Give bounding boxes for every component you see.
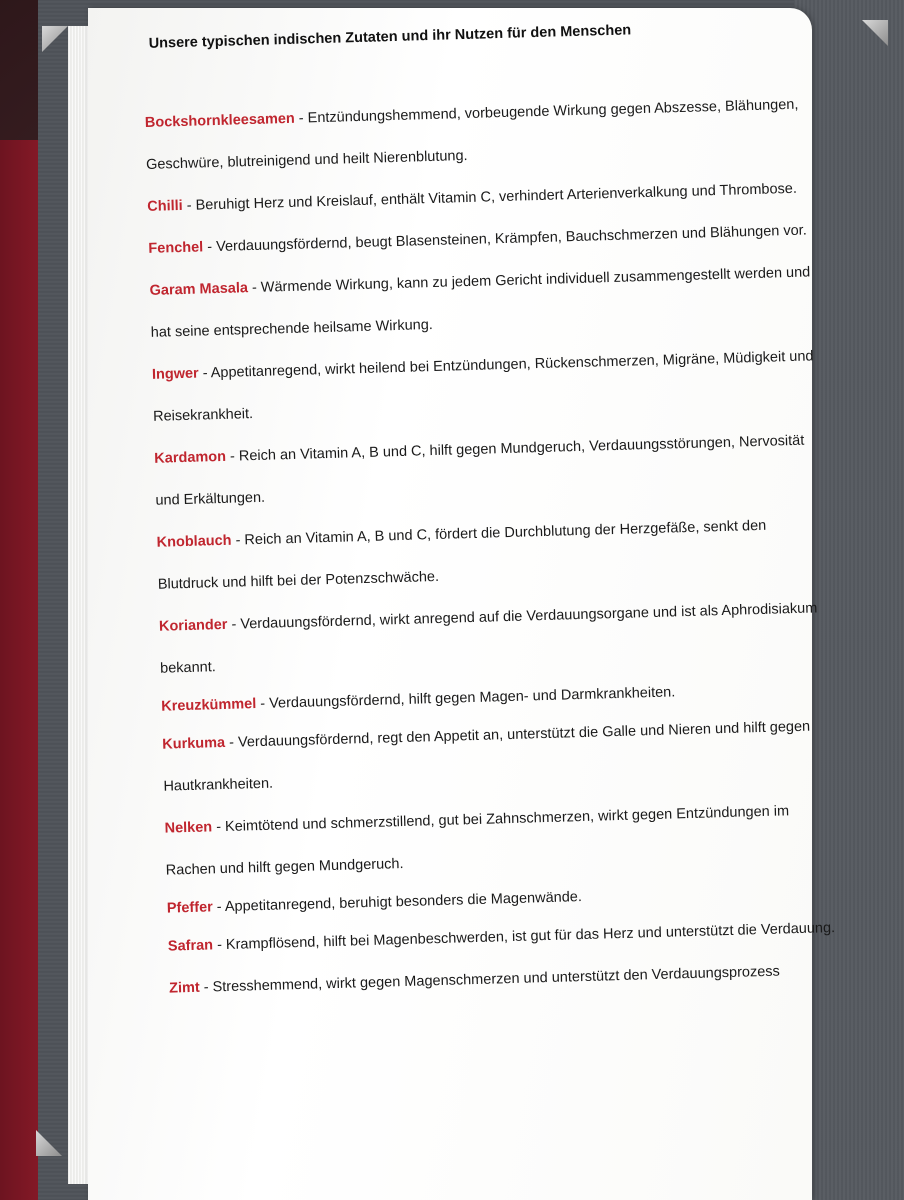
ingredient-name: Koriander xyxy=(158,616,228,635)
ingredient-description: - Krampflösend, hilft bei Magenbeschwerden, ist gut für das Herz und unterstützt die Verdauung. xyxy=(212,920,836,954)
ingredient-description: - Reich an Vitamin A, B und C, hilft gegen Mundgeruch, Verdauungsstörungen, Nervosität und Erkältungen. xyxy=(155,432,805,509)
ingredient-description: - Appetitanregend, beruhigt besonders die Magenwände. xyxy=(212,889,583,916)
ingredient-name: Garam Masala xyxy=(149,280,249,299)
ingredient-description: - Stresshemmend, wirkt gegen Magenschmerzen und unterstützt den Verdauungsprozess xyxy=(199,963,781,996)
ingredient-description: - Beruhigt Herz und Kreislauf, enthält Vitamin C, verhindert Arterienverkalkung und Thrombose. xyxy=(182,180,798,214)
ingredient-description: - Keimtötend und schmerzstillend, gut bei Zahnschmerzen, wirkt gegen Entzündungen im Rachen und hilft gegen Mundgeruch. xyxy=(165,803,790,879)
ingredient-name: Bockshornkleesamen xyxy=(144,110,296,131)
ingredient-description: - Verdauungsfördernd, wirkt anregend auf die Verdauungsorgane und ist als Aphrodisiakum bekannt. xyxy=(159,600,818,677)
ingredient-description: - Entzündungshemmend, vorbeugende Wirkung gegen Abszesse, Blähungen, Geschwüre, blutreinigend und heilt Nierenblutung. xyxy=(145,96,799,173)
ingredient-name: Fenchel xyxy=(148,239,204,257)
ingredient-name: Safran xyxy=(167,937,214,955)
ingredient-name: Kardamon xyxy=(154,448,227,467)
ingredient-list xyxy=(144,83,839,1009)
ingredient-description: - Verdauungsfördernd, beugt Blasensteinen, Krämpfen, Bauchschmerzen und Blähungen vor. xyxy=(203,222,807,256)
ingredient-name: Zimt xyxy=(168,979,200,997)
ingredient-description: - Verdauungsfördernd, hilft gegen Magen- und Darmkrankheiten. xyxy=(256,684,676,713)
ingredient-description: - Reich an Vitamin A, B und C, fördert die Durchblutung der Herzgefäße, senkt den Blutdruck und hilft bei der Potenzschwäche. xyxy=(157,517,767,593)
ingredient-name: Pfeffer xyxy=(166,899,214,917)
ingredient-name: Kreuzkümmel xyxy=(161,696,257,715)
ingredient-name: Knoblauch xyxy=(156,532,232,551)
page-title: Unsere typischen indischen Zutaten und ihr Nutzen für den Menschen xyxy=(148,22,632,52)
ingredient-name: Nelken xyxy=(164,819,213,837)
ingredient-name: Ingwer xyxy=(151,365,199,383)
ingredient-description: - Verdauungsfördernd, regt den Appetit an, unterstützt die Galle und Nieren und hilft gegen Hautkrankheiten. xyxy=(163,718,811,795)
ingredient-name: Kurkuma xyxy=(162,734,226,753)
ingredient-description: - Appetitanregend, wirkt heilend bei Entzündungen, Rückenschmerzen, Migräne, Müdigkeit und Reisekrankheit. xyxy=(152,348,814,425)
ingredient-name: Chilli xyxy=(147,197,183,215)
menu-page xyxy=(88,8,836,1200)
ingredient-description: - Wärmende Wirkung, kann zu jedem Gericht individuell zusammengestellt werden und hat seine entsprechende heilsame Wirkung. xyxy=(150,264,811,341)
page-content xyxy=(142,0,839,1010)
